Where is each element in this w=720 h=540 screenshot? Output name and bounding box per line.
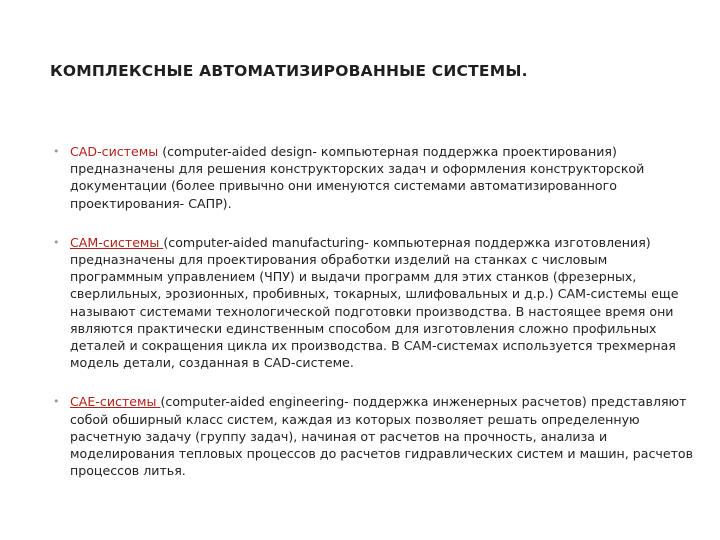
bullet-icon: • — [53, 395, 60, 409]
bullet-icon: • — [53, 235, 60, 249]
bullet-text-cam: (computer-aided manufacturing- компьютерная поддержка изготовления) предназначены для проектирования обработки изделий на станках с числовым программным управлением (ЧПУ) и выдачи программ для этих станков (фрезерных, сверлильных, эрозионных, пробивных, токарных, шлифовальных и д.р.) CAM-системы еще называют системами технологической подготовки производства. В настоящее время они являются практически единственным способом для изготовления сложно профильных деталей и сокращения цикла их производства. В CAM-системах используется трехмерная модель детали, созданная в CAD-системе. — [70, 234, 679, 371]
term-cam-link[interactable]: CAM-системы — [70, 234, 164, 250]
bullet-text-cae: (computer-aided engineering- поддержка инженерных расчетов) представляют собой обширный класс систем, каждая из которых позволяет решать определенную расчетную задачу (группу задач), начиная от расчетов на прочность, анализа и моделирования тепловых процессов до расчетов гидравлических систем и машин, расчетов процессов литья. — [70, 394, 694, 479]
bullet-list — [48, 143, 698, 501]
term-cad: CAD-системы — [70, 144, 159, 159]
bullet-item-cad — [48, 143, 698, 212]
bullet-item-cae — [48, 393, 698, 479]
bullet-icon: • — [53, 145, 60, 158]
slide-title: КОМПЛЕКСНЫЕ АВТОМАТИЗИРОВАННЫЕ СИСТЕМЫ. — [50, 62, 528, 80]
bullet-item-cam — [48, 234, 698, 372]
bullet-text-cad: (computer-aided design- компьютерная поддержка проектирования) предназначены для решения конструкторских задач и оформления конструкторской документации (более привычно они именуются системами автоматизированного проектирования- САПР). — [70, 144, 645, 211]
term-cae-link[interactable]: CAE-системы — [70, 394, 161, 410]
